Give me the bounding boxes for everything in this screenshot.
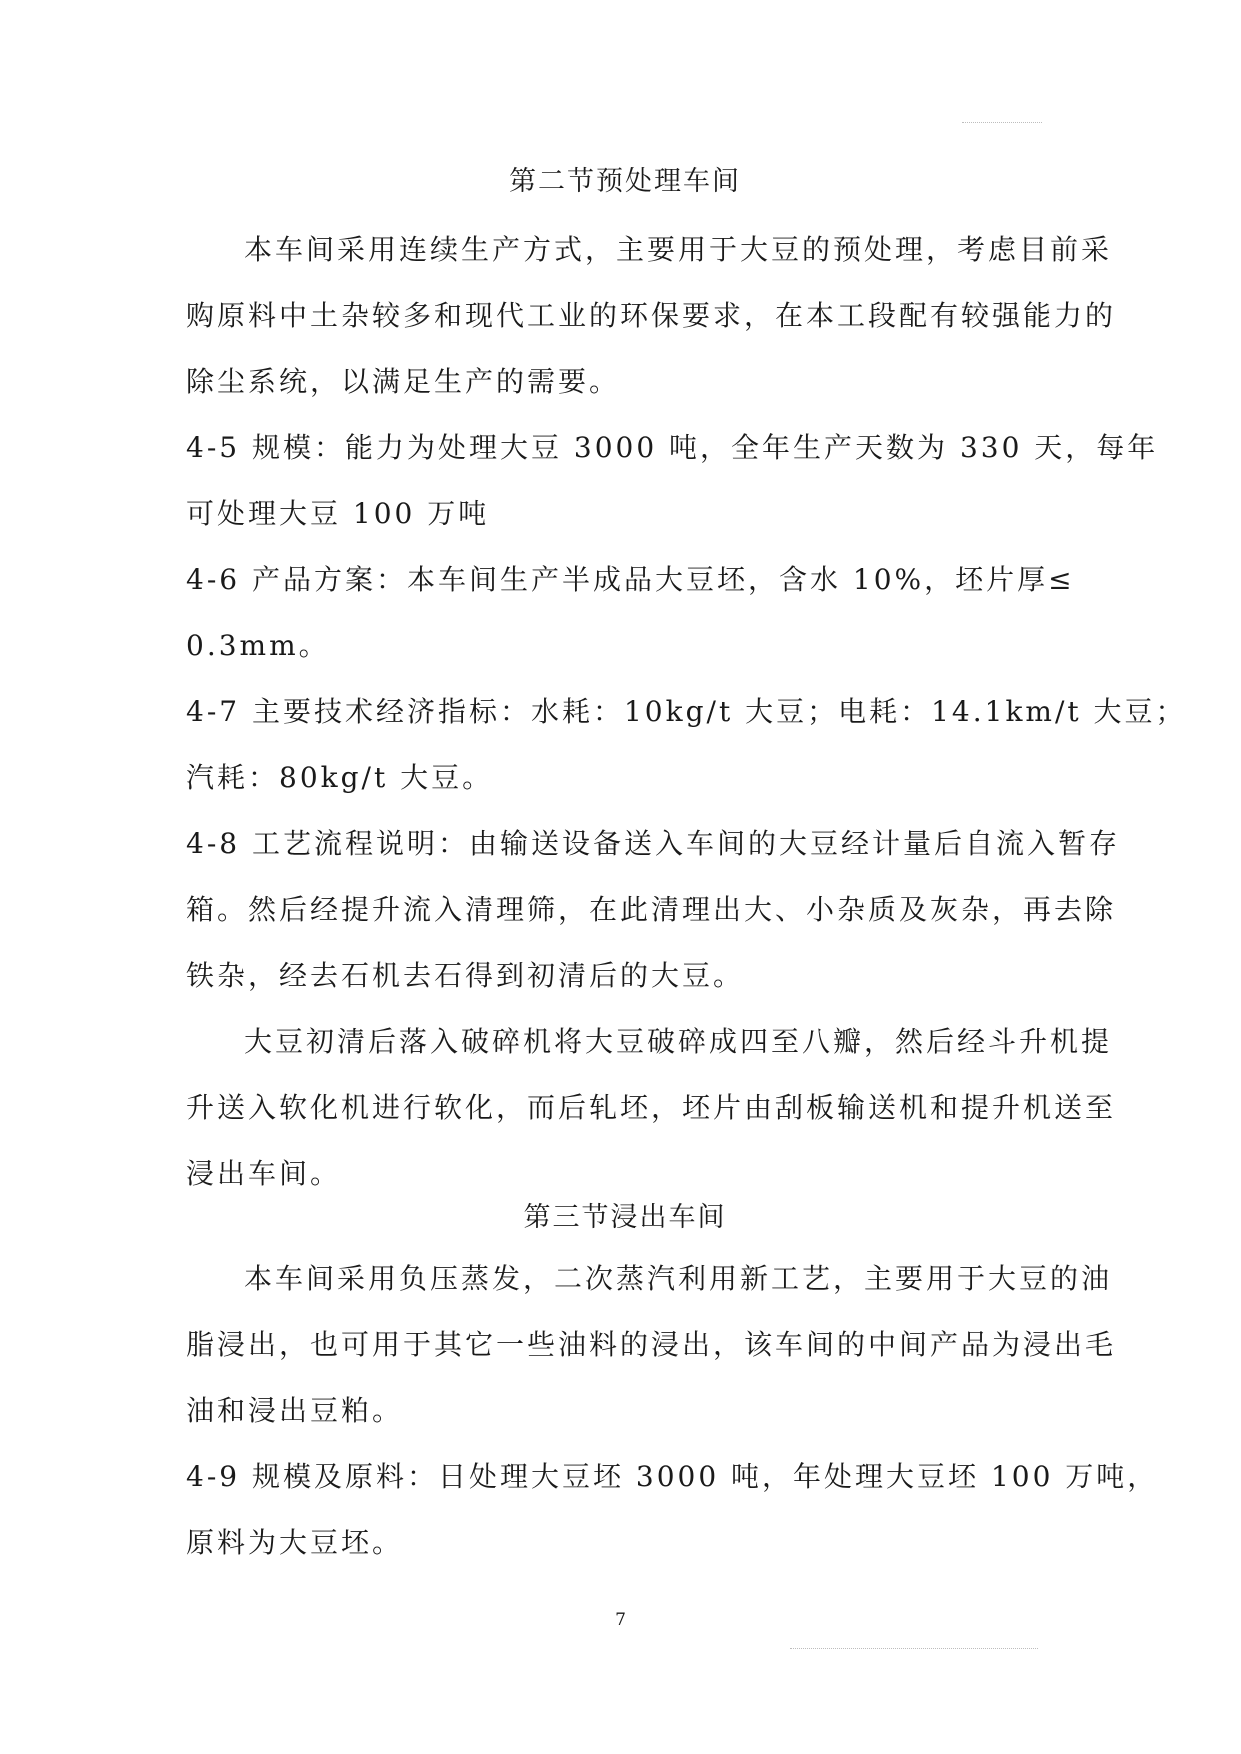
text-line: 4-6 产品方案：本车间生产半成品大豆坯，含水 10%，坯片厚≤	[186, 563, 1075, 596]
text-line: 原料为大豆坯。	[186, 1526, 404, 1559]
text-line: 铁杂，经去石机去石得到初清后的大豆。	[186, 959, 745, 992]
page-number: 7	[615, 1610, 626, 1630]
item-4-9	[186, 1444, 1159, 1576]
item-4-5	[186, 415, 1159, 547]
text-line: 4-5 规模：能力为处理大豆 3000 吨，全年生产天数为 330 天，每年	[186, 431, 1159, 464]
text-line: 脂浸出，也可用于其它一些油料的浸出，该车间的中间产品为浸出毛	[186, 1328, 1117, 1361]
item-4-6	[186, 547, 1075, 679]
text-line: 0.3mm。	[186, 629, 330, 662]
text-line: 本车间采用负压蒸发，二次蒸汽利用新工艺，主要用于大豆的油	[244, 1262, 1113, 1295]
text-line: 购原料中土杂较多和现代工业的环保要求，在本工段配有较强能力的	[186, 299, 1117, 332]
text-line: 汽耗：80kg/t 大豆。	[186, 761, 494, 794]
text-line: 浸出车间。	[186, 1157, 342, 1190]
text-line: 可处理大豆 100 万吨	[186, 497, 490, 530]
text-line: 升送入软化机进行软化，而后轧坯，坯片由刮板输送机和提升机送至	[186, 1091, 1117, 1124]
text-line: 4-7 主要技术经济指标：水耗：10kg/t 大豆；电耗：14.1km/t 大豆；	[186, 695, 1187, 728]
text-line: 4-9 规模及原料：日处理大豆坯 3000 吨，年处理大豆坯 100 万吨，	[186, 1460, 1159, 1493]
section-3-heading: 第三节浸出车间	[523, 1202, 727, 1233]
section-2-heading: 第二节预处理车间	[509, 166, 741, 197]
header-rule	[962, 122, 1042, 123]
footer-rule	[790, 1648, 1038, 1649]
text-line: 除尘系统，以满足生产的需要。	[186, 365, 621, 398]
section-2-intro	[186, 217, 1117, 415]
item-4-8	[186, 811, 1120, 1009]
process-paragraph	[186, 1009, 1117, 1207]
text-line: 油和浸出豆粕。	[186, 1394, 404, 1427]
text-line: 4-8 工艺流程说明：由输送设备送入车间的大豆经计量后自流入暂存	[186, 827, 1120, 860]
section-3-intro	[186, 1246, 1117, 1444]
text-line: 本车间采用连续生产方式，主要用于大豆的预处理，考虑目前采	[244, 233, 1113, 266]
item-4-7	[186, 679, 1187, 811]
text-line: 大豆初清后落入破碎机将大豆破碎成四至八瓣，然后经斗升机提	[244, 1025, 1113, 1058]
text-line: 箱。然后经提升流入清理筛，在此清理出大、小杂质及灰杂，再去除	[186, 893, 1117, 926]
